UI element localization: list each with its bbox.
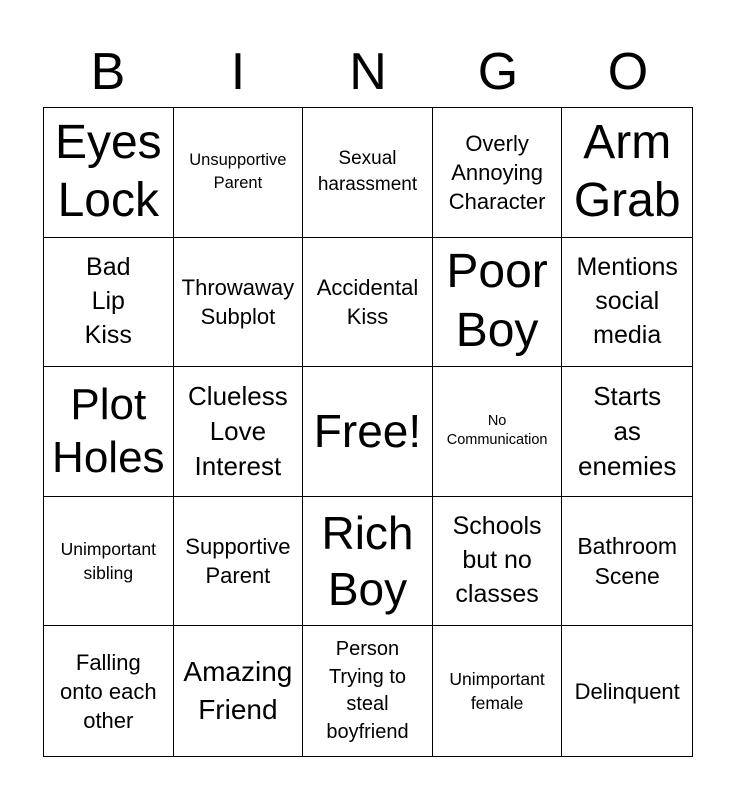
bingo-cell[interactable]: Accidental Kiss (303, 238, 433, 368)
bingo-grid (43, 107, 693, 757)
bingo-cell[interactable]: Rich Boy (303, 497, 433, 627)
bingo-cell[interactable]: Falling onto each other (44, 626, 174, 756)
bingo-cell[interactable]: No Communication (433, 367, 563, 497)
header-letter-n: N (349, 43, 387, 101)
bingo-cell[interactable]: Schools but no classes (433, 497, 563, 627)
bingo-cell[interactable]: Unsupportive Parent (174, 108, 304, 238)
bingo-cell[interactable]: Plot Holes (44, 367, 174, 497)
bingo-cell[interactable]: Eyes Lock (44, 108, 174, 238)
bingo-header (43, 36, 693, 108)
bingo-cell-free[interactable]: Free! (303, 367, 433, 497)
header-letter-g: G (477, 43, 519, 101)
header-letter-o: O (607, 43, 649, 101)
bingo-cell[interactable]: Person Trying to steal boyfriend (303, 626, 433, 756)
bingo-cell[interactable]: Supportive Parent (174, 497, 304, 627)
bingo-cell[interactable]: Arm Grab (562, 108, 692, 238)
bingo-cell[interactable]: Bathroom Scene (562, 497, 692, 627)
bingo-cell[interactable]: Sexual harassment (303, 108, 433, 238)
header-letter-i: I (230, 43, 246, 101)
bingo-cell[interactable]: Overly Annoying Character (433, 108, 563, 238)
bingo-cell[interactable]: Throwaway Subplot (174, 238, 304, 368)
bingo-cell[interactable]: Amazing Friend (174, 626, 304, 756)
bingo-cell[interactable]: Poor Boy (433, 238, 563, 368)
header-letter-b: B (90, 43, 126, 101)
bingo-cell[interactable]: Bad Lip Kiss (44, 238, 174, 368)
bingo-cell[interactable]: Starts as enemies (562, 367, 692, 497)
bingo-cell[interactable]: Unimportant female (433, 626, 563, 756)
bingo-cell[interactable]: Clueless Love Interest (174, 367, 304, 497)
bingo-cell[interactable]: Unimportant sibling (44, 497, 174, 627)
bingo-cell[interactable]: Mentions social media (562, 238, 692, 368)
bingo-cell[interactable]: Delinquent (574, 678, 680, 704)
